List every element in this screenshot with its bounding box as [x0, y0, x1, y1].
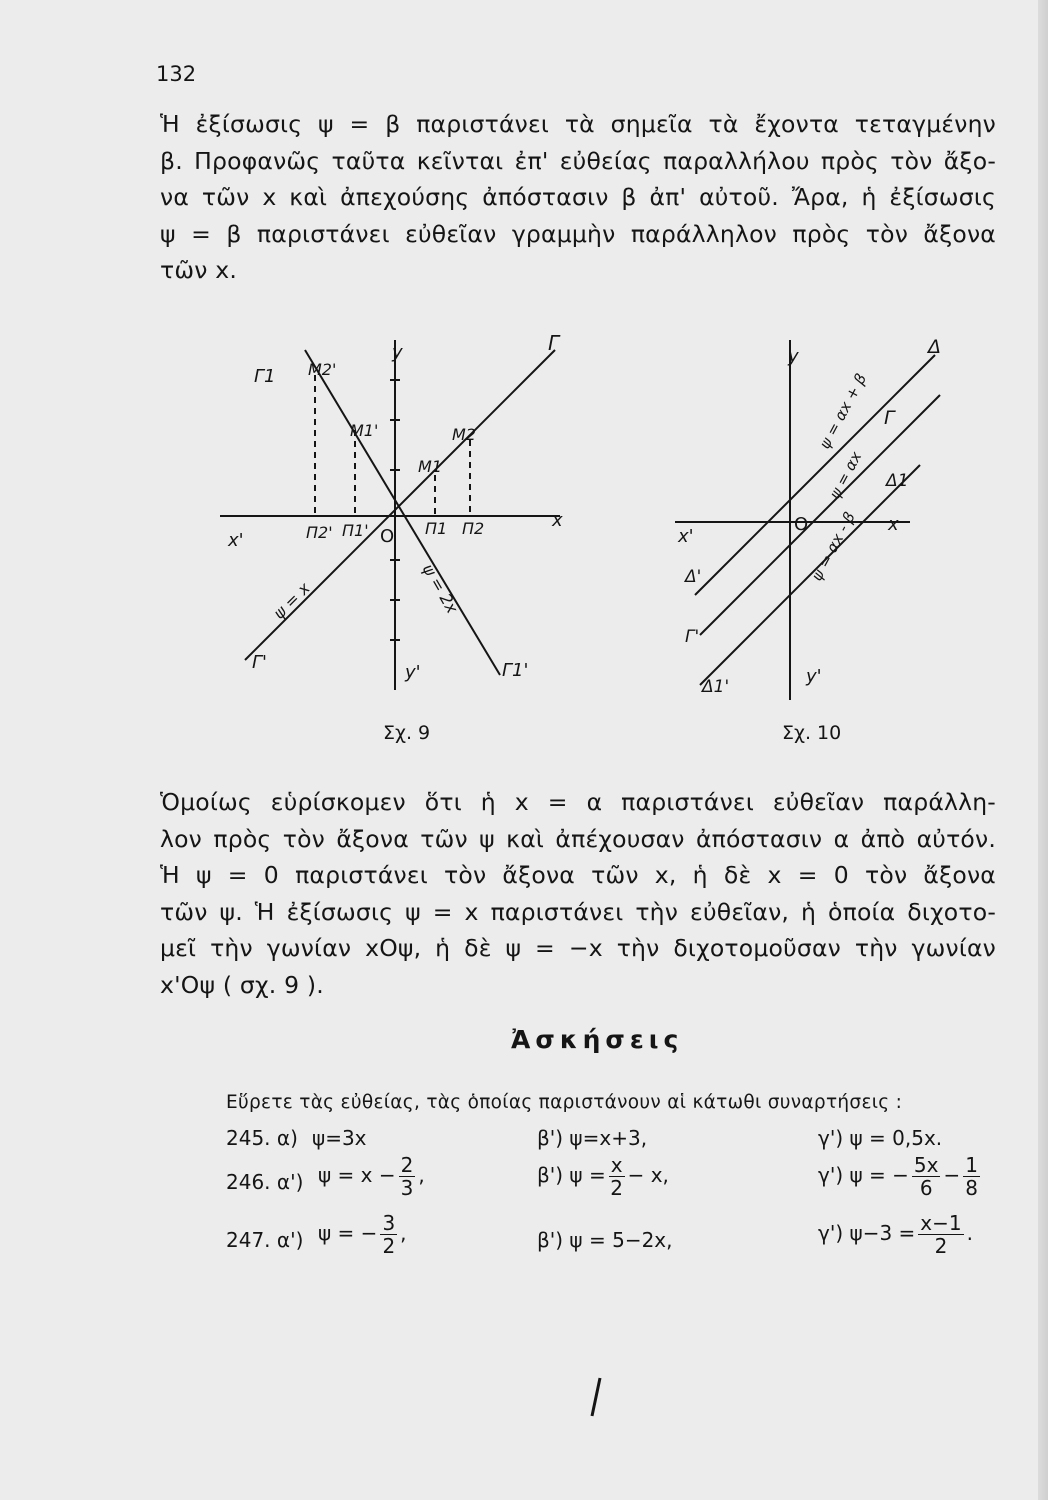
exercise-246-a: ψ = x − $\frac{2}{3}$ , [318, 1153, 425, 1200]
text-line: τῶν x. [160, 256, 238, 284]
label-yp: y' [806, 666, 822, 687]
pen-stroke-mark [560, 1372, 620, 1422]
label-x: x [552, 510, 563, 531]
label-xp: x' [228, 530, 244, 551]
label-yp: y' [405, 662, 421, 683]
exercise-247-a: ψ = − $\frac{3}{2}$ , [318, 1211, 407, 1258]
label-Dp: Δ' [685, 567, 702, 587]
text-line: να τῶν x καὶ ἀπεχούσης ἀπόστασιν β ἀπ' αὐτοῦ. Ἄρα, ἡ ἐξίσωσις [160, 183, 996, 211]
exercise-245-number: 245. α) [226, 1126, 298, 1150]
exercise-247-number: 247. α') [226, 1228, 304, 1252]
exercise-247-b: β') ψ = 5−2x, [537, 1228, 673, 1252]
label-y: y [392, 342, 403, 363]
text-line: Ὁμοίως εὑρίσκομεν ὅτι ἡ x = α παριστάνει εὐθεῖαν παράλλη- [160, 788, 996, 816]
label-G: Γ [884, 407, 895, 429]
label-Gp: Γ' [685, 627, 700, 647]
figure-9 [200, 320, 580, 700]
label-line-ax: ψ = αx [825, 448, 866, 502]
label-D: Δ [928, 336, 941, 358]
paragraph-horizontal-line [160, 106, 996, 289]
figure-9-caption: Σχ. 9 [383, 722, 431, 744]
label-P1p: Π1' [342, 521, 369, 540]
label-D1p: Δ1' [702, 677, 730, 697]
label-M2: M2 [452, 425, 476, 444]
page-number: 132 [156, 62, 197, 86]
exercise-245-b: β') ψ=x+3, [537, 1126, 648, 1150]
label-G1: Γ1 [254, 366, 276, 387]
label-D1: Δ1 [886, 471, 909, 491]
label-O: O [380, 526, 395, 547]
exercise-246-c: γ') ψ = − $\frac{5x}{6}$ − $\frac{1}{8}$ [818, 1153, 978, 1200]
label-line-ax-minus-b: ψ = αx - β [807, 508, 859, 584]
label-M1: M1 [418, 457, 442, 476]
label-y: y [788, 346, 799, 367]
label-P1: Π1 [425, 519, 448, 538]
text-line: ψ = β παριστάνει εὐθεῖαν γραμμὴν παράλληλον πρὸς τὸν ἄξονα [160, 219, 996, 248]
line-y-ax [700, 395, 940, 635]
label-P2: Π2 [462, 519, 485, 538]
label-Gp: Γ' [252, 652, 267, 673]
exercise-245-c: γ') ψ = 0,5x. [818, 1126, 943, 1150]
page-edge [1038, 0, 1048, 1500]
text-line: λον πρὸς τὸν ἄξονα τῶν ψ καὶ ἀπέχουσαν ἀπόστασιν α ἀπὸ αὐτόν. [160, 824, 996, 853]
exercise-245-a: ψ=3x [312, 1126, 367, 1150]
exercises-intro: Εὕρετε τὰς εὐθείας, τὰς ὁποίας παριστάνουν αἱ κάτωθι συναρτήσεις : [226, 1092, 903, 1113]
label-line-y-2x: ψ = 2x [418, 560, 462, 617]
text-line: τῶν ψ. Ἡ ἐξίσωσις ψ = x παριστάνει τὴν εὐθεῖαν, ἡ ὁποία διχοτο- [160, 897, 996, 926]
label-line-ax-plus-b: ψ = αx + β [815, 370, 871, 452]
label-M2p: M2' [308, 360, 337, 379]
exercises-heading: Ἀσκήσεις [511, 1025, 684, 1054]
text-line: Ἡ ψ = 0 παριστάνει τὸν ἄξονα τῶν x, ἡ δὲ x = 0 τὸν ἄξονα [160, 861, 996, 889]
figure-10-caption: Σχ. 10 [782, 722, 842, 744]
label-P2p: Π2' [306, 523, 333, 542]
label-G1p: Γ1' [502, 660, 529, 681]
label-G: Γ [548, 331, 560, 355]
text-line: β. Προφανῶς ταῦτα κεῖνται ἐπ' εὐθείας παραλλήλου πρὸς τὸν ἄξο- [160, 146, 996, 175]
paragraph-vertical-line [160, 784, 996, 1003]
label-O: O [794, 514, 809, 535]
label-x: x [888, 514, 899, 535]
exercise-247-c: γ') ψ−3 = $\frac{x-1}{2}$ . [818, 1211, 973, 1258]
figure-10 [670, 320, 970, 710]
label-xp: x' [678, 526, 694, 547]
text-line: Ἡ ἐξίσωσις ψ = β παριστάνει τὰ σημεῖα τὰ ἔχοντα τεταγμένην [160, 110, 996, 138]
text-line: μεῖ τὴν γωνίαν xOψ, ἡ δὲ ψ = −x τὴν διχοτομοῦσαν τὴν γωνίαν [160, 934, 996, 962]
line-y-equals-2x-reversed [305, 350, 500, 675]
label-line-y-x: ψ = x [269, 578, 314, 623]
text-line: x'Oψ ( σχ. 9 ). [160, 970, 324, 999]
label-M1p: M1' [350, 421, 379, 440]
exercise-246-b: β') ψ = $\frac{x}{2}$ − x, [537, 1153, 669, 1200]
exercise-246-number: 246. α') [226, 1170, 304, 1194]
